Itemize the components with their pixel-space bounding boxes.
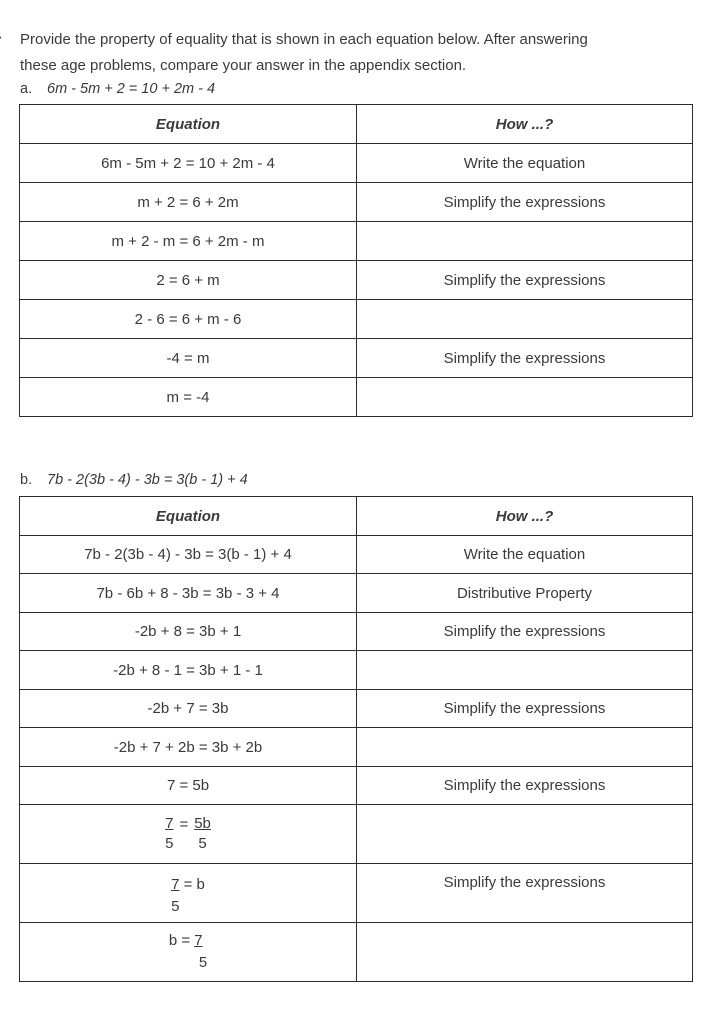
fraction-left <box>165 814 173 854</box>
equation-cell: 6m - 5m + 2 = 10 + 2m - 4 <box>20 144 357 183</box>
fraction-numerator: 7 <box>194 932 203 949</box>
how-cell: Simplify the expressions <box>357 261 693 300</box>
table-row <box>20 300 693 339</box>
how-cell: Distributive Property <box>357 574 693 613</box>
equation-cell: m = -4 <box>20 378 357 417</box>
equals-sign: = <box>179 815 189 833</box>
how-cell: Simplify the expressions <box>357 183 693 222</box>
fraction-numerator: 7 <box>171 876 180 893</box>
equation-cell <box>20 864 357 923</box>
table-row <box>20 690 693 728</box>
fraction-numerator: 7 <box>165 815 174 832</box>
equation-cell: -2b + 8 = 3b + 1 <box>20 613 357 651</box>
table-row <box>20 261 693 300</box>
table-header-row <box>20 105 693 144</box>
problem-a-table <box>19 104 693 417</box>
how-cell: Simplify the expressions <box>357 767 693 805</box>
problem-a-letter: a. <box>20 81 33 97</box>
fraction-denominator: 5 <box>198 954 208 971</box>
fraction-right <box>194 814 211 854</box>
instructions <box>20 27 700 79</box>
equation-cell: m + 2 - m = 6 + 2m - m <box>20 222 357 261</box>
fraction-top-line <box>171 874 205 896</box>
equation-cell: -2b + 8 - 1 = 3b + 1 - 1 <box>20 651 357 690</box>
table-row <box>20 378 693 417</box>
how-cell <box>357 378 693 417</box>
fraction-top-line <box>169 930 207 952</box>
table-row <box>20 864 693 923</box>
how-cell <box>357 923 693 982</box>
problem-a-label <box>20 81 215 97</box>
table-row <box>20 222 693 261</box>
fraction-equation <box>171 874 205 918</box>
instructions-line-1: Provide the property of equality that is shown in each equation below. After answering <box>20 31 588 48</box>
table-row <box>20 767 693 805</box>
fraction-lead: b = <box>168 932 191 949</box>
how-cell: Simplify the expressions <box>357 864 693 923</box>
problem-b-table <box>19 496 693 982</box>
fraction-numerator: 5b <box>194 815 211 832</box>
equation-cell: -2b + 7 = 3b <box>20 690 357 728</box>
fraction-denominator: 5 <box>171 898 180 915</box>
problem-b-letter: b. <box>20 472 33 488</box>
header-how: How ...? <box>357 105 693 144</box>
equation-cell: 2 - 6 = 6 + m - 6 <box>20 300 357 339</box>
fraction-denominator: 5 <box>165 835 174 852</box>
equation-cell: 2 = 6 + m <box>20 261 357 300</box>
how-cell: Write the equation <box>357 536 693 574</box>
bullet-marker <box>0 33 2 44</box>
table-row <box>20 728 693 767</box>
how-cell <box>357 728 693 767</box>
table-row <box>20 183 693 222</box>
table-row <box>20 574 693 613</box>
table-row <box>20 144 693 183</box>
fraction-denominator: 5 <box>198 835 207 852</box>
fraction-rest: = b <box>183 876 205 893</box>
fraction-equation <box>165 814 211 854</box>
equation-cell <box>20 923 357 982</box>
problem-b-equation: 7b - 2(3b - 4) - 3b = 3(b - 1) + 4 <box>47 472 248 488</box>
how-cell <box>357 222 693 261</box>
problem-b-label <box>20 472 248 488</box>
table-row <box>20 923 693 982</box>
equation-cell: 7b - 6b + 8 - 3b = 3b - 3 + 4 <box>20 574 357 613</box>
equation-cell: 7 = 5b <box>20 767 357 805</box>
table-header-row <box>20 497 693 536</box>
equation-cell: -2b + 7 + 2b = 3b + 2b <box>20 728 357 767</box>
how-cell <box>357 300 693 339</box>
how-cell: Simplify the expressions <box>357 690 693 728</box>
table-row <box>20 651 693 690</box>
equation-cell: -4 = m <box>20 339 357 378</box>
fraction-equation <box>169 930 207 974</box>
table-row <box>20 805 693 864</box>
how-cell <box>357 651 693 690</box>
instructions-line-2: these age problems, compare your answer in the appendix section. <box>20 57 467 74</box>
problem-a-equation: 6m - 5m + 2 = 10 + 2m - 4 <box>47 81 216 97</box>
equation-cell: m + 2 = 6 + 2m <box>20 183 357 222</box>
header-equation: Equation <box>20 105 357 144</box>
table-row <box>20 536 693 574</box>
table-row <box>20 339 693 378</box>
equation-cell <box>20 805 357 864</box>
how-cell: Simplify the expressions <box>357 339 693 378</box>
how-cell: Simplify the expressions <box>357 613 693 651</box>
table-row <box>20 613 693 651</box>
how-cell: Write the equation <box>357 144 693 183</box>
how-cell <box>357 805 693 864</box>
equation-cell: 7b - 2(3b - 4) - 3b = 3(b - 1) + 4 <box>20 536 357 574</box>
header-equation: Equation <box>20 497 357 536</box>
header-how: How ...? <box>357 497 693 536</box>
